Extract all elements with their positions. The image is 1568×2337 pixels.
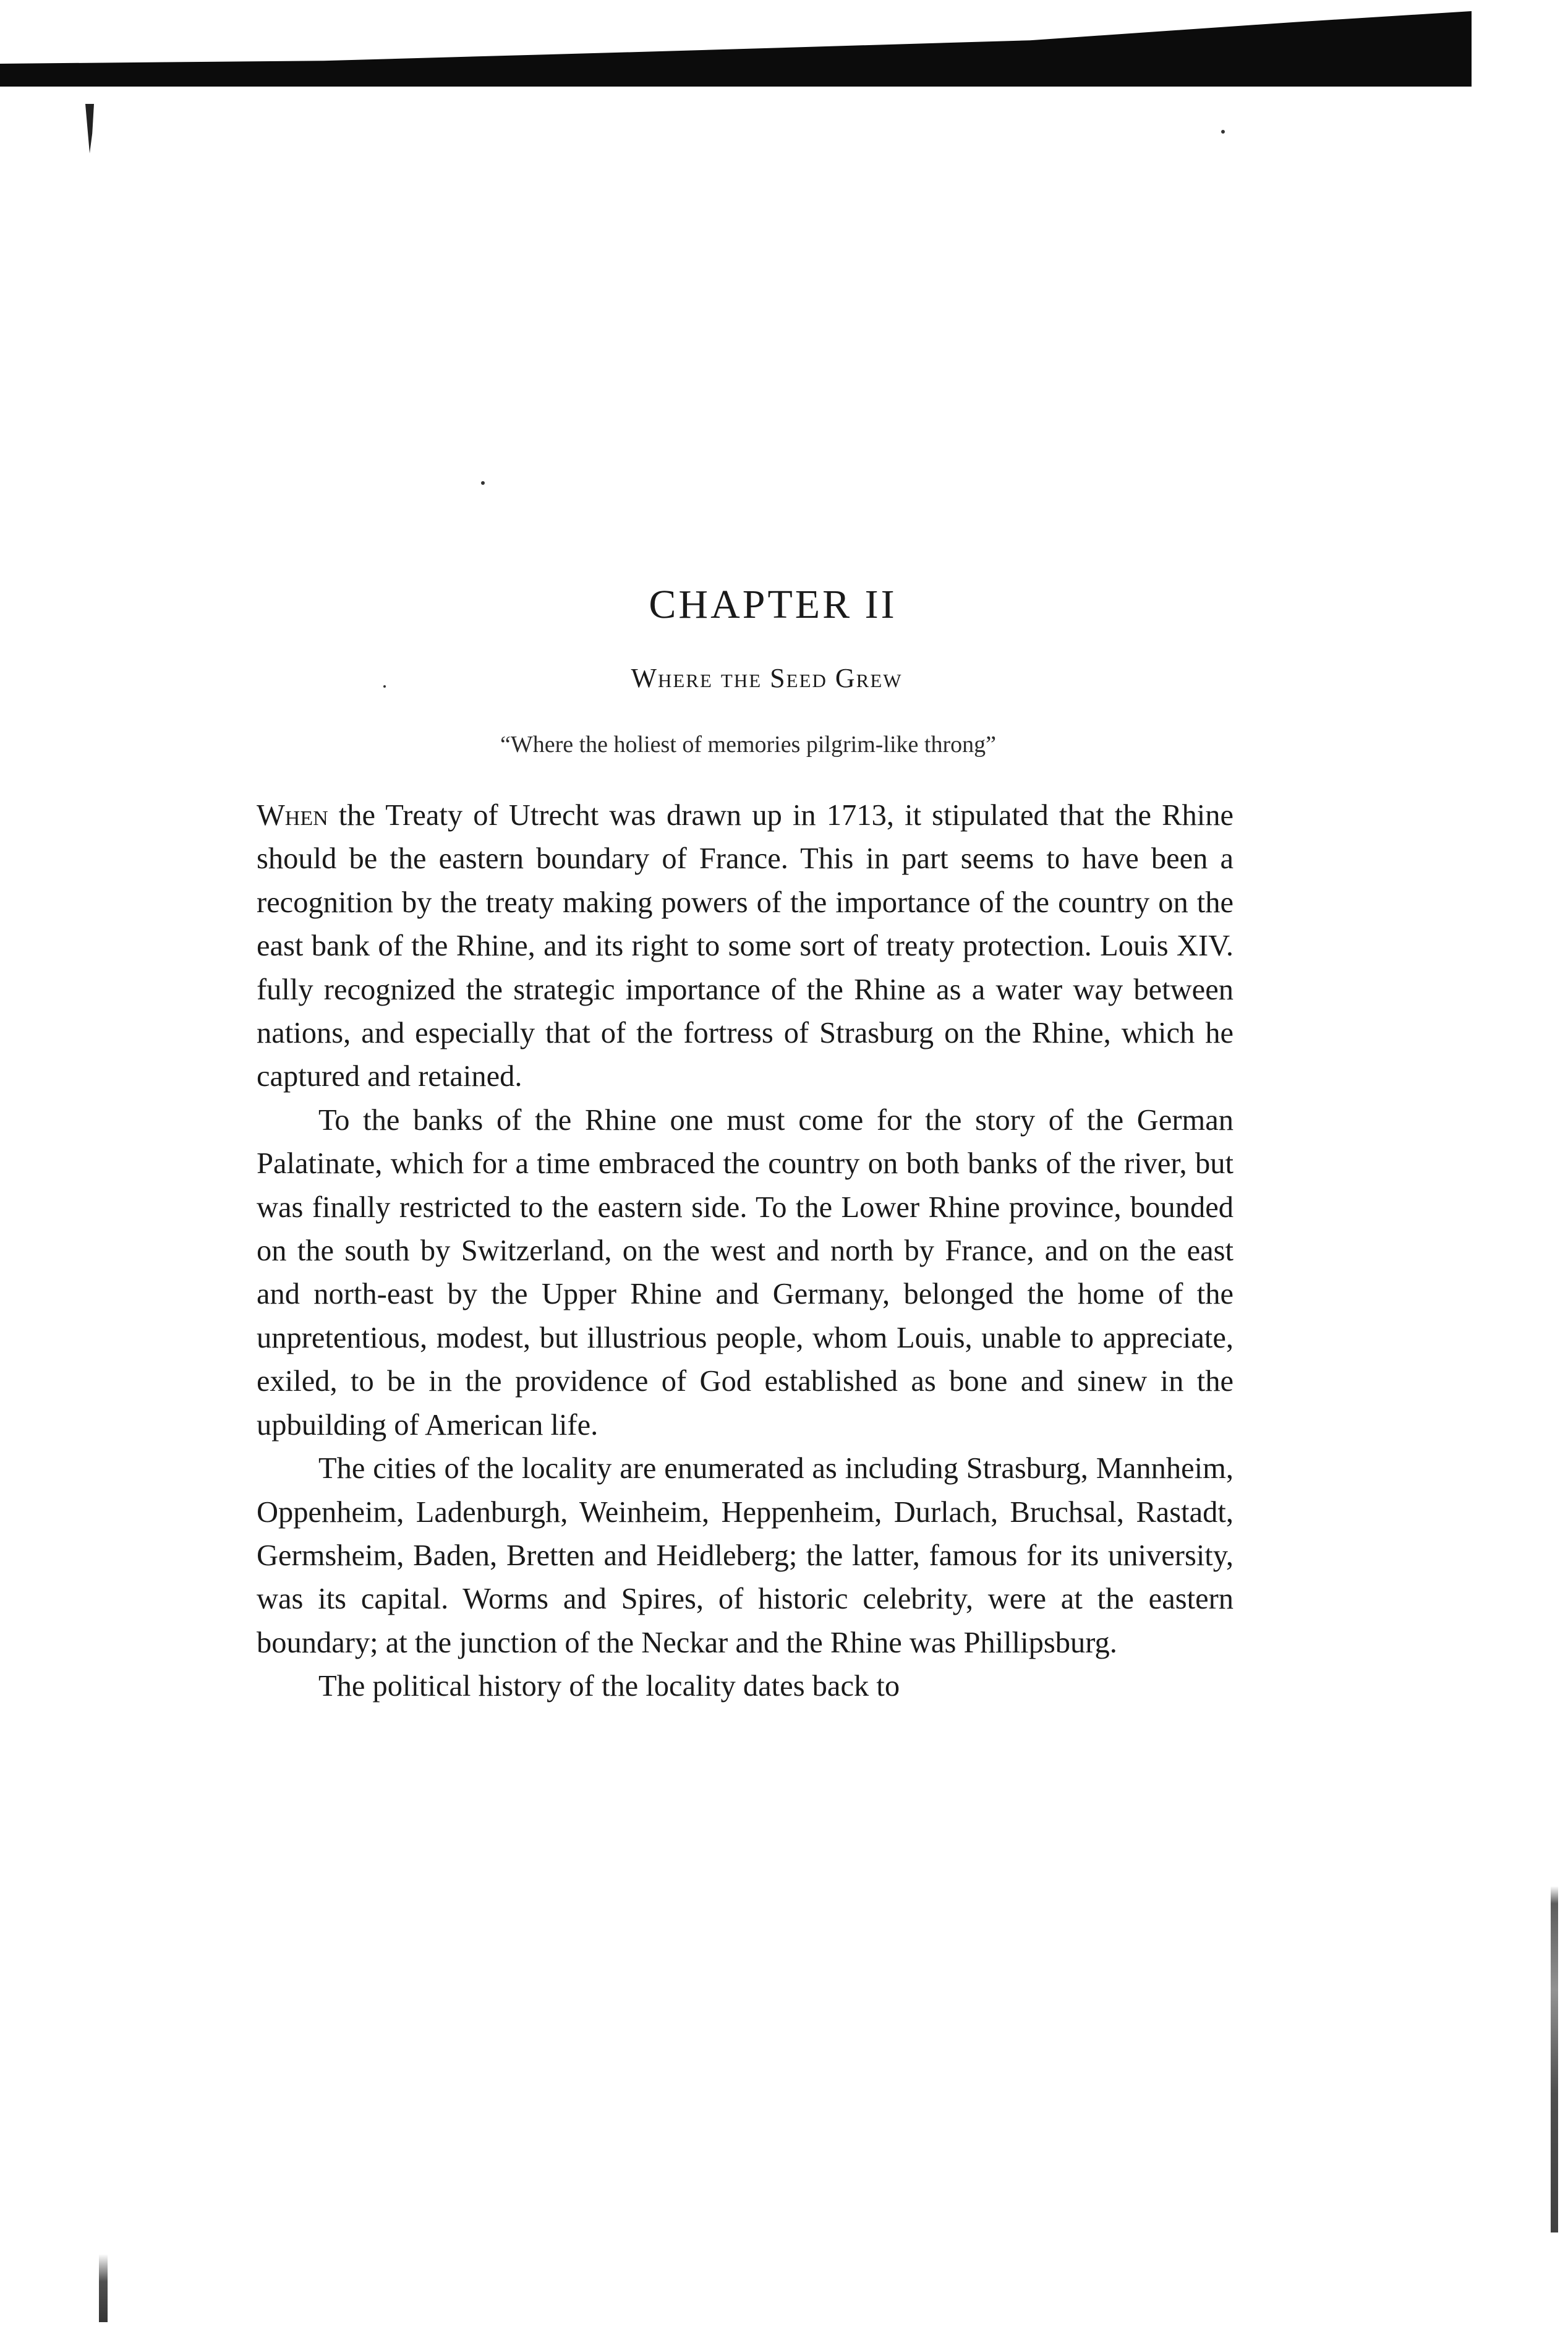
paragraph-text: the Treaty of Utrecht was drawn up in 1713, it stipulated that the Rhine should be the eastern boundary of France. This in part seems to have been a recognition by the treaty making powers of the importance of the country on the east bank of the Rhine, and its right to some sort of treaty protection. Louis XIV. fully recognized the strategic importance of the Rhine as a water way between nations, and especially that of the fortress of Strasburg on the Rhine, which he captured and retained. xyxy=(257,799,1234,1093)
scan-mark-right xyxy=(1551,1886,1558,2232)
scan-speck xyxy=(1221,130,1225,134)
page-body xyxy=(257,581,1234,1709)
scan-border-top-edge xyxy=(0,74,1472,87)
chapter-subtitle: Where the Seed Grew xyxy=(631,663,903,693)
paragraph-lead-word: When xyxy=(257,799,328,832)
paragraph-2: To the banks of the Rhine one must come for the story of the German Palatinate, which for a time embraced the country on both banks of the river, but was finally restricted to the eastern side. To the Lower Rhine province, bounded on the south by Switzerland, on the west and north by France, and on the east and north-east by the Upper Rhine and Germany, belonged the home of the unpretentious, modest, but illustrious people, whom Louis, unable to appreciate, exiled, to be in the providence of God established as bone and sinew in the upbuilding of American life. xyxy=(257,1103,1234,1442)
chapter-epigraph: “Where the holiest of memories pilgrim-like throng” xyxy=(500,732,996,758)
paragraph-3: The cities of the locality are enumerated as including Strasburg, Mannheim, Oppenheim, Ladenburgh, Weinheim, Heppenheim, Durlach, Bruchsal, Rastadt, Germsheim, Baden, Bretten and Heidleberg; the latter, famous for its university, was its capital. Worms and Spires, of historic celebrity, were at the eastern boundary; at the junction of the Neckar and the Rhine was Phillipsburg. xyxy=(257,1452,1234,1659)
paragraph-1 xyxy=(257,794,1234,1099)
paragraph-4: The political history of the locality dates back to xyxy=(318,1670,900,1703)
chapter-title: CHAPTER II xyxy=(649,582,897,627)
scan-speck xyxy=(481,481,485,485)
scan-mark-left xyxy=(85,104,94,153)
scan-border-top xyxy=(0,11,1472,84)
scan-mark-bottom xyxy=(99,2254,108,2322)
